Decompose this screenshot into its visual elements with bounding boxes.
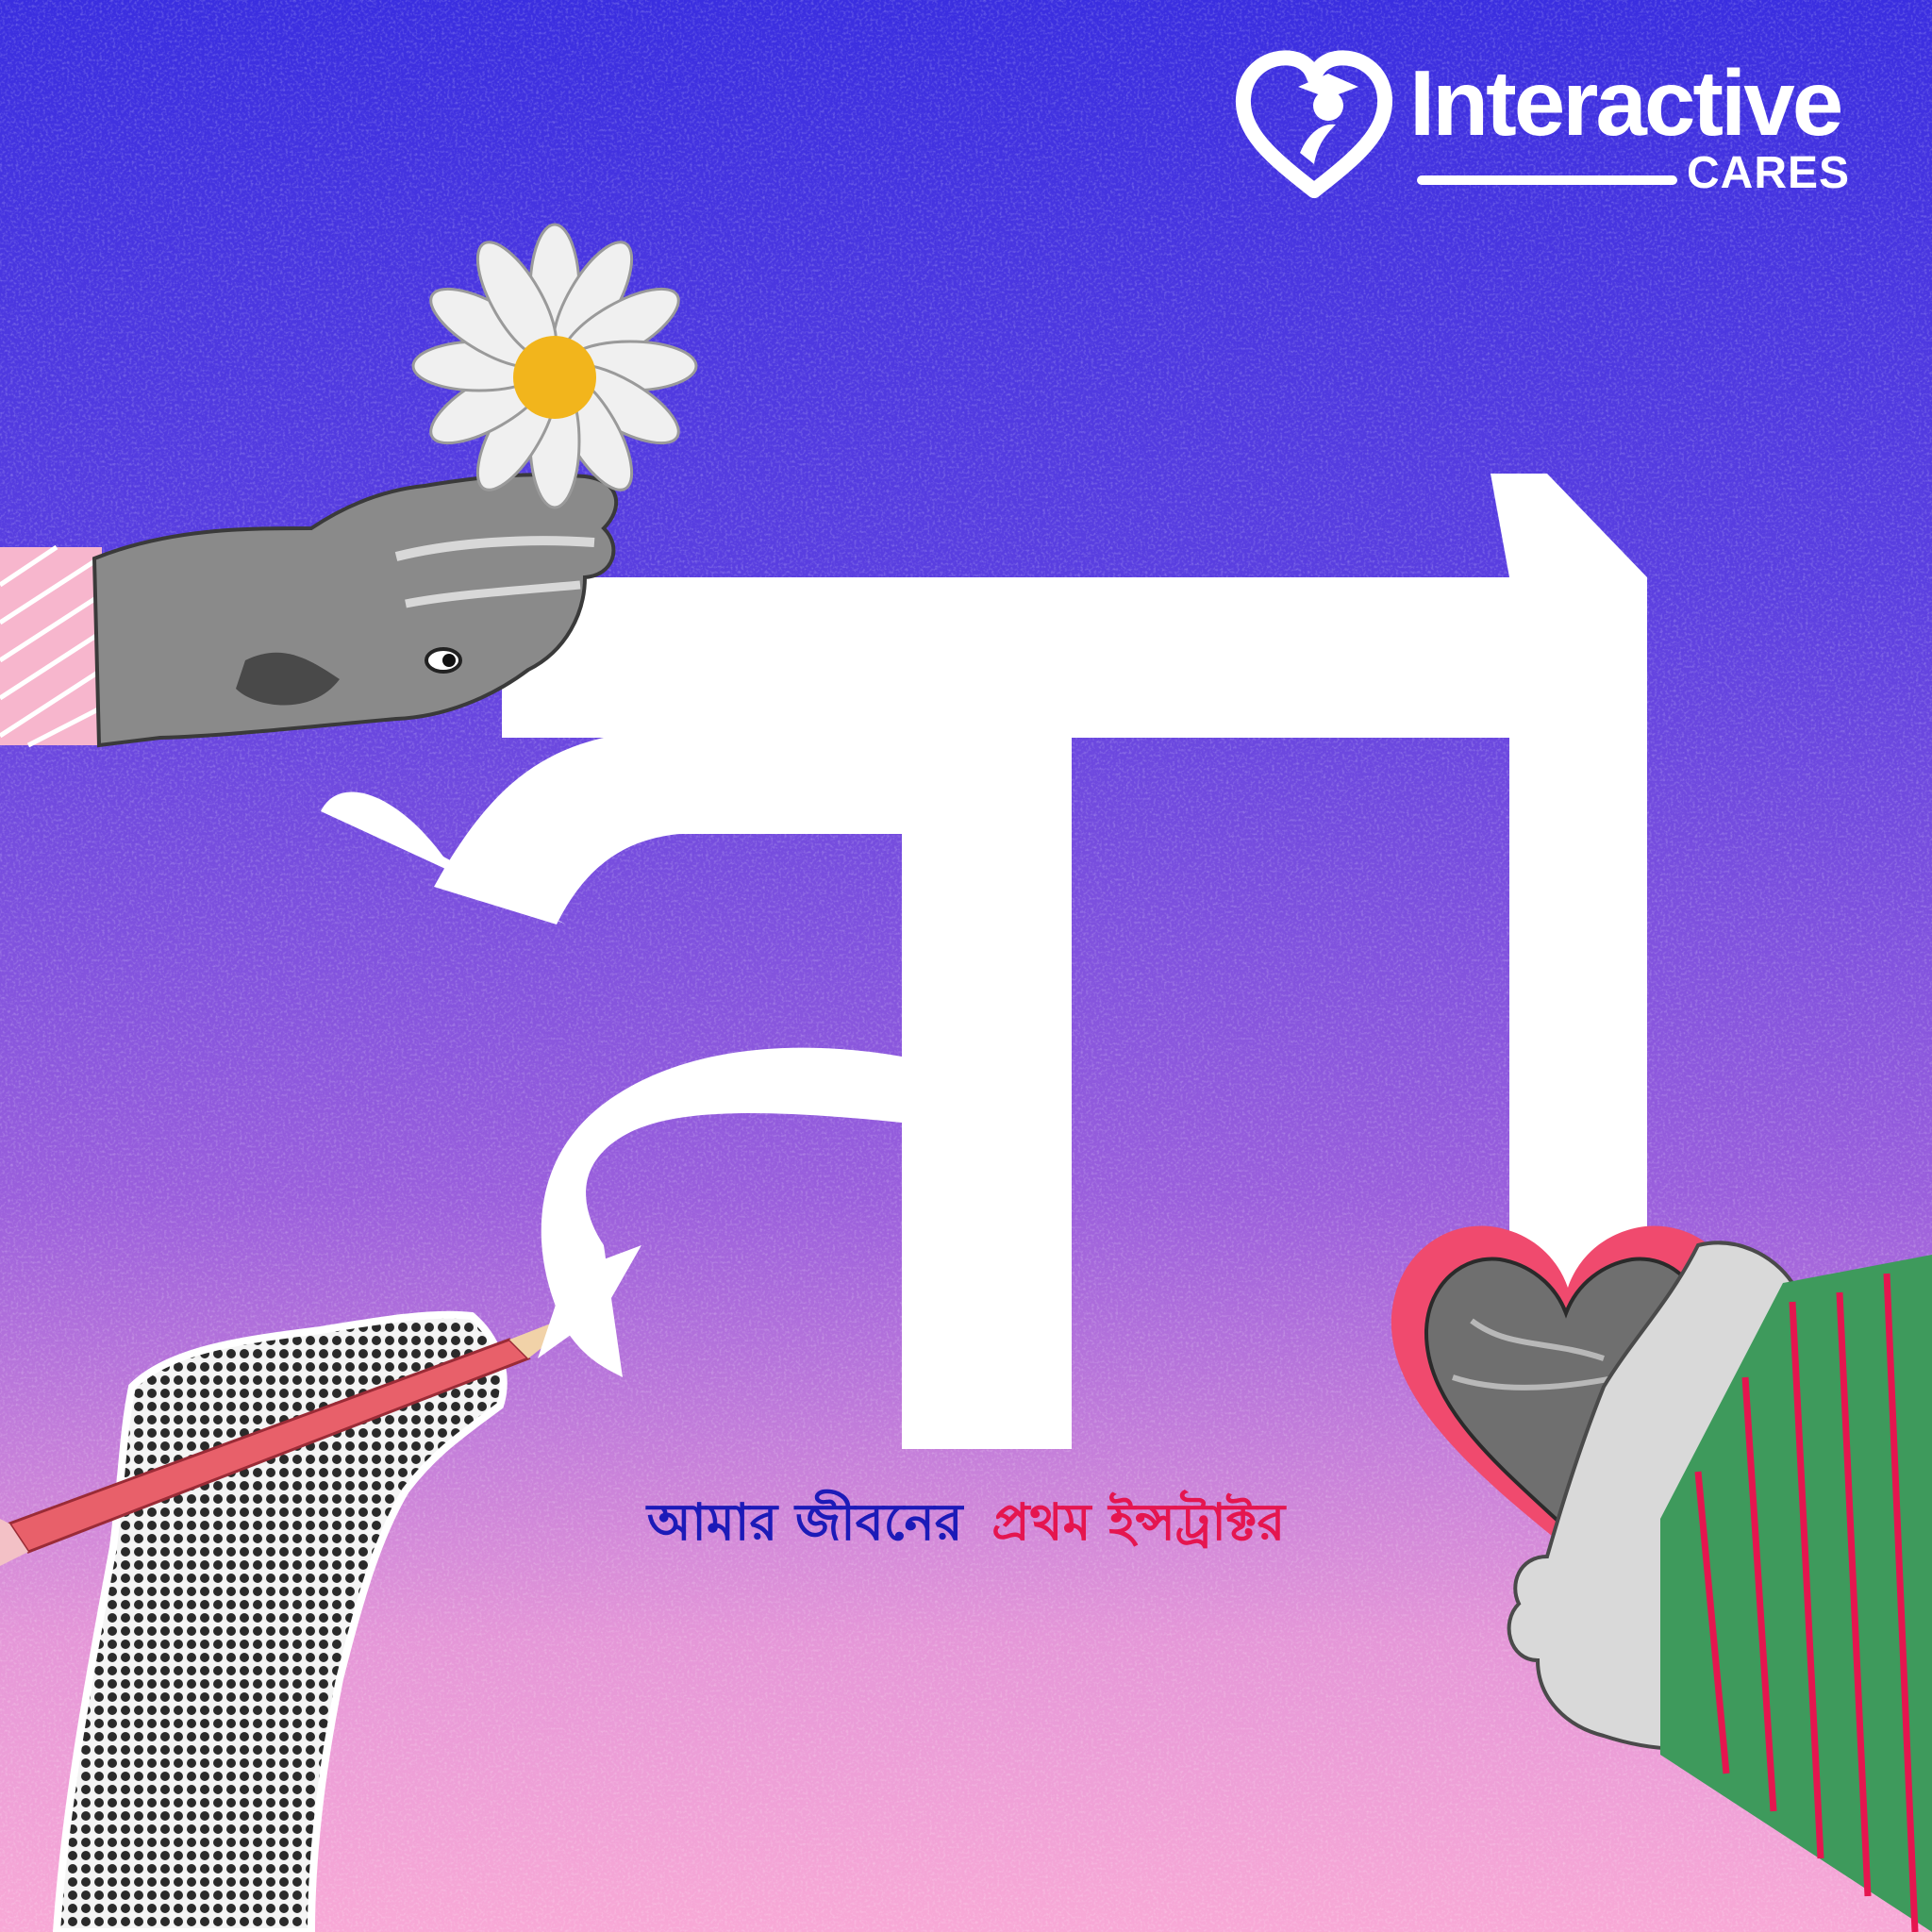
logo-subtitle: CARES bbox=[1687, 148, 1851, 198]
tagline-part-1: আমার জীবনের bbox=[646, 1492, 963, 1552]
tagline-part-2: প্রথম ইন্সট্রাক্টর bbox=[991, 1492, 1286, 1552]
logo-wordmark: Interactive bbox=[1409, 51, 1841, 155]
